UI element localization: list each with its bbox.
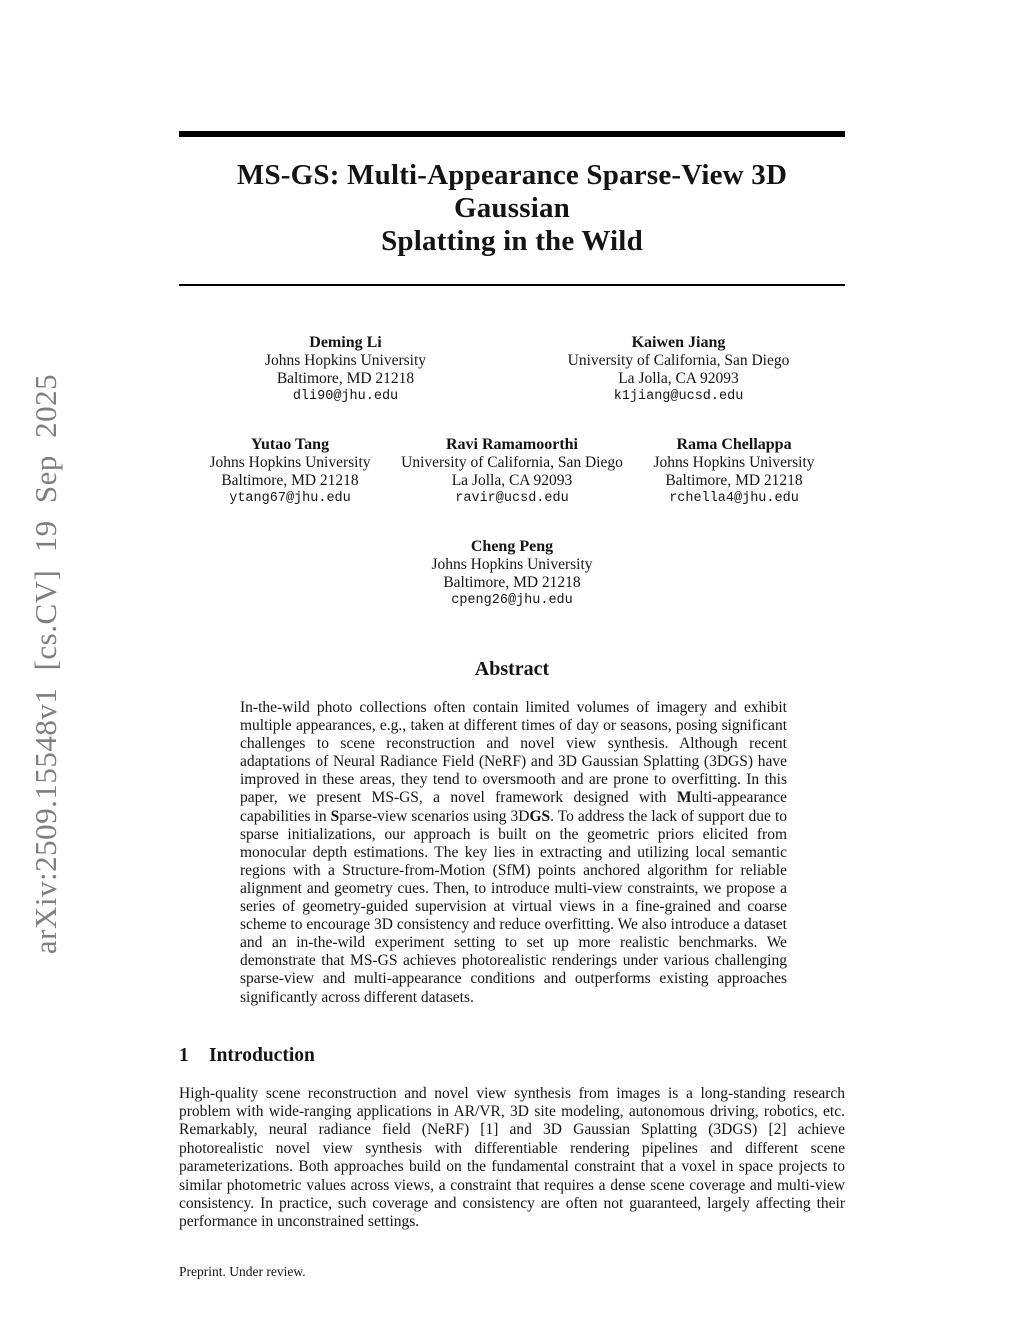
author-affiliation-2: Baltimore, MD 21218: [276, 370, 415, 387]
section-heading-introduction: [179, 1045, 845, 1067]
paper-title-line1: MS-GS: Multi-Appearance Sparse-View 3D Gaussian: [236, 159, 788, 224]
author-row-1: [179, 333, 845, 406]
author-affiliation-1: University of California, San Diego: [567, 352, 790, 369]
author-name: Ravi Ramamoorthi: [446, 436, 578, 453]
footer-note: Preprint. Under review.: [179, 1263, 306, 1279]
arxiv-watermark: arXiv:2509.15548v1 [cs.CV] 19 Sep 2025: [28, 373, 63, 955]
author-row-3: [179, 537, 845, 610]
author-block: [623, 435, 845, 508]
author-affiliation-2: La Jolla, CA 92093: [618, 370, 739, 387]
author-name: Deming Li: [309, 334, 382, 351]
author-affiliation-2: La Jolla, CA 92093: [451, 472, 573, 489]
title-rule-top: [179, 131, 845, 137]
author-affiliation-1: Johns Hopkins University: [431, 556, 593, 573]
author-affiliation-1: Johns Hopkins University: [653, 454, 815, 471]
author-email: rchella4@jhu.edu: [669, 491, 799, 506]
author-block: [179, 435, 401, 508]
author-email: dli90@jhu.edu: [292, 389, 399, 404]
author-affiliation-2: Baltimore, MD 21218: [443, 574, 581, 591]
paper-content: [179, 0, 845, 1280]
section-title: Introduction: [209, 1044, 315, 1066]
paper-title-line2: Splatting in the Wild: [381, 225, 643, 257]
section-number: 1: [179, 1044, 189, 1066]
author-name: Rama Chellappa: [676, 436, 792, 453]
author-row-2: [179, 435, 845, 508]
title-rule-bottom: [179, 284, 845, 286]
author-affiliation-1: Johns Hopkins University: [264, 352, 427, 369]
author-email: ytang67@jhu.edu: [229, 491, 351, 506]
author-block: [179, 333, 512, 406]
author-affiliation-2: Baltimore, MD 21218: [221, 472, 359, 489]
author-block: [512, 333, 845, 406]
author-affiliation-1: University of California, San Diego: [401, 454, 623, 471]
author-email: ravir@ucsd.edu: [455, 491, 569, 506]
author-name: Yutao Tang: [250, 436, 330, 453]
author-affiliation-1: Johns Hopkins University: [209, 454, 371, 471]
paper-title: [179, 159, 845, 258]
author-block: [401, 435, 623, 508]
intro-paragraph: High-quality scene reconstruction and novel view synthesis from images is a long-standing research problem with wide-ranging applications in AR/VR, 3D site modeling, autonomous driving, robotics, etc. Remarkably, neural radiance field (NeRF) [1] and 3D Gaussian Splatting (3DGS) [2] achieve photorealistic novel view synthesis with differentiable rendering pipelines and different scene parameterizations. Both approaches build on the fundamental constraint that a voxel in space projects to similar photometric values across views, a constraint that requires a dense scene coverage and multi-view consistency. In practice, such coverage and consistency are often not guaranteed, largely affecting their performance in unconstrained settings.: [179, 1084, 845, 1231]
author-affiliation-2: Baltimore, MD 21218: [665, 472, 803, 489]
author-email: k1jiang@ucsd.edu: [613, 389, 744, 404]
abstract-heading: Abstract: [474, 658, 550, 680]
author-name: Kaiwen Jiang: [631, 334, 726, 351]
author-name: Cheng Peng: [470, 538, 554, 555]
abstract-text: In-the-wild photo collections often contain limited volumes of imagery and exhibit multiple appearances, e.g., taken at different times of day or seasons, posing significant challenges to scene reconstruction and novel view synthesis. Although recent adaptations of Neural Radiance Field (NeRF) and 3D Gaussian Splatting (3DGS) have improved in these areas, they tend to oversmooth and are prone to overfitting. In this paper, we present MS-GS, a novel framework designed with Multi-appearance capabilities in Sparse-view scenarios using 3DGS. To address the lack of support due to sparse initializations, our approach is built on the geometric priors elicited from monocular depth estimations. The key lies in extracting and utilizing local semantic regions with a Structure-from-Motion (SfM) points anchored algorithm for reliable alignment and geometry cues. Then, to introduce multi-view constraints, we propose a series of geometry-guided supervision at virtual views in a fine-grained and coarse scheme to encourage 3D consistency and reduce overfitting. We also introduce a dataset and an in-the-wild experiment setting to set up more realistic benchmarks. We demonstrate that MS-GS achieves photorealistic renderings under various challenging sparse-view and multi-appearance conditions and outperforms existing approaches significantly across different datasets.: [240, 699, 787, 1006]
author-email: cpeng26@jhu.edu: [451, 593, 573, 608]
author-block: [179, 537, 845, 610]
